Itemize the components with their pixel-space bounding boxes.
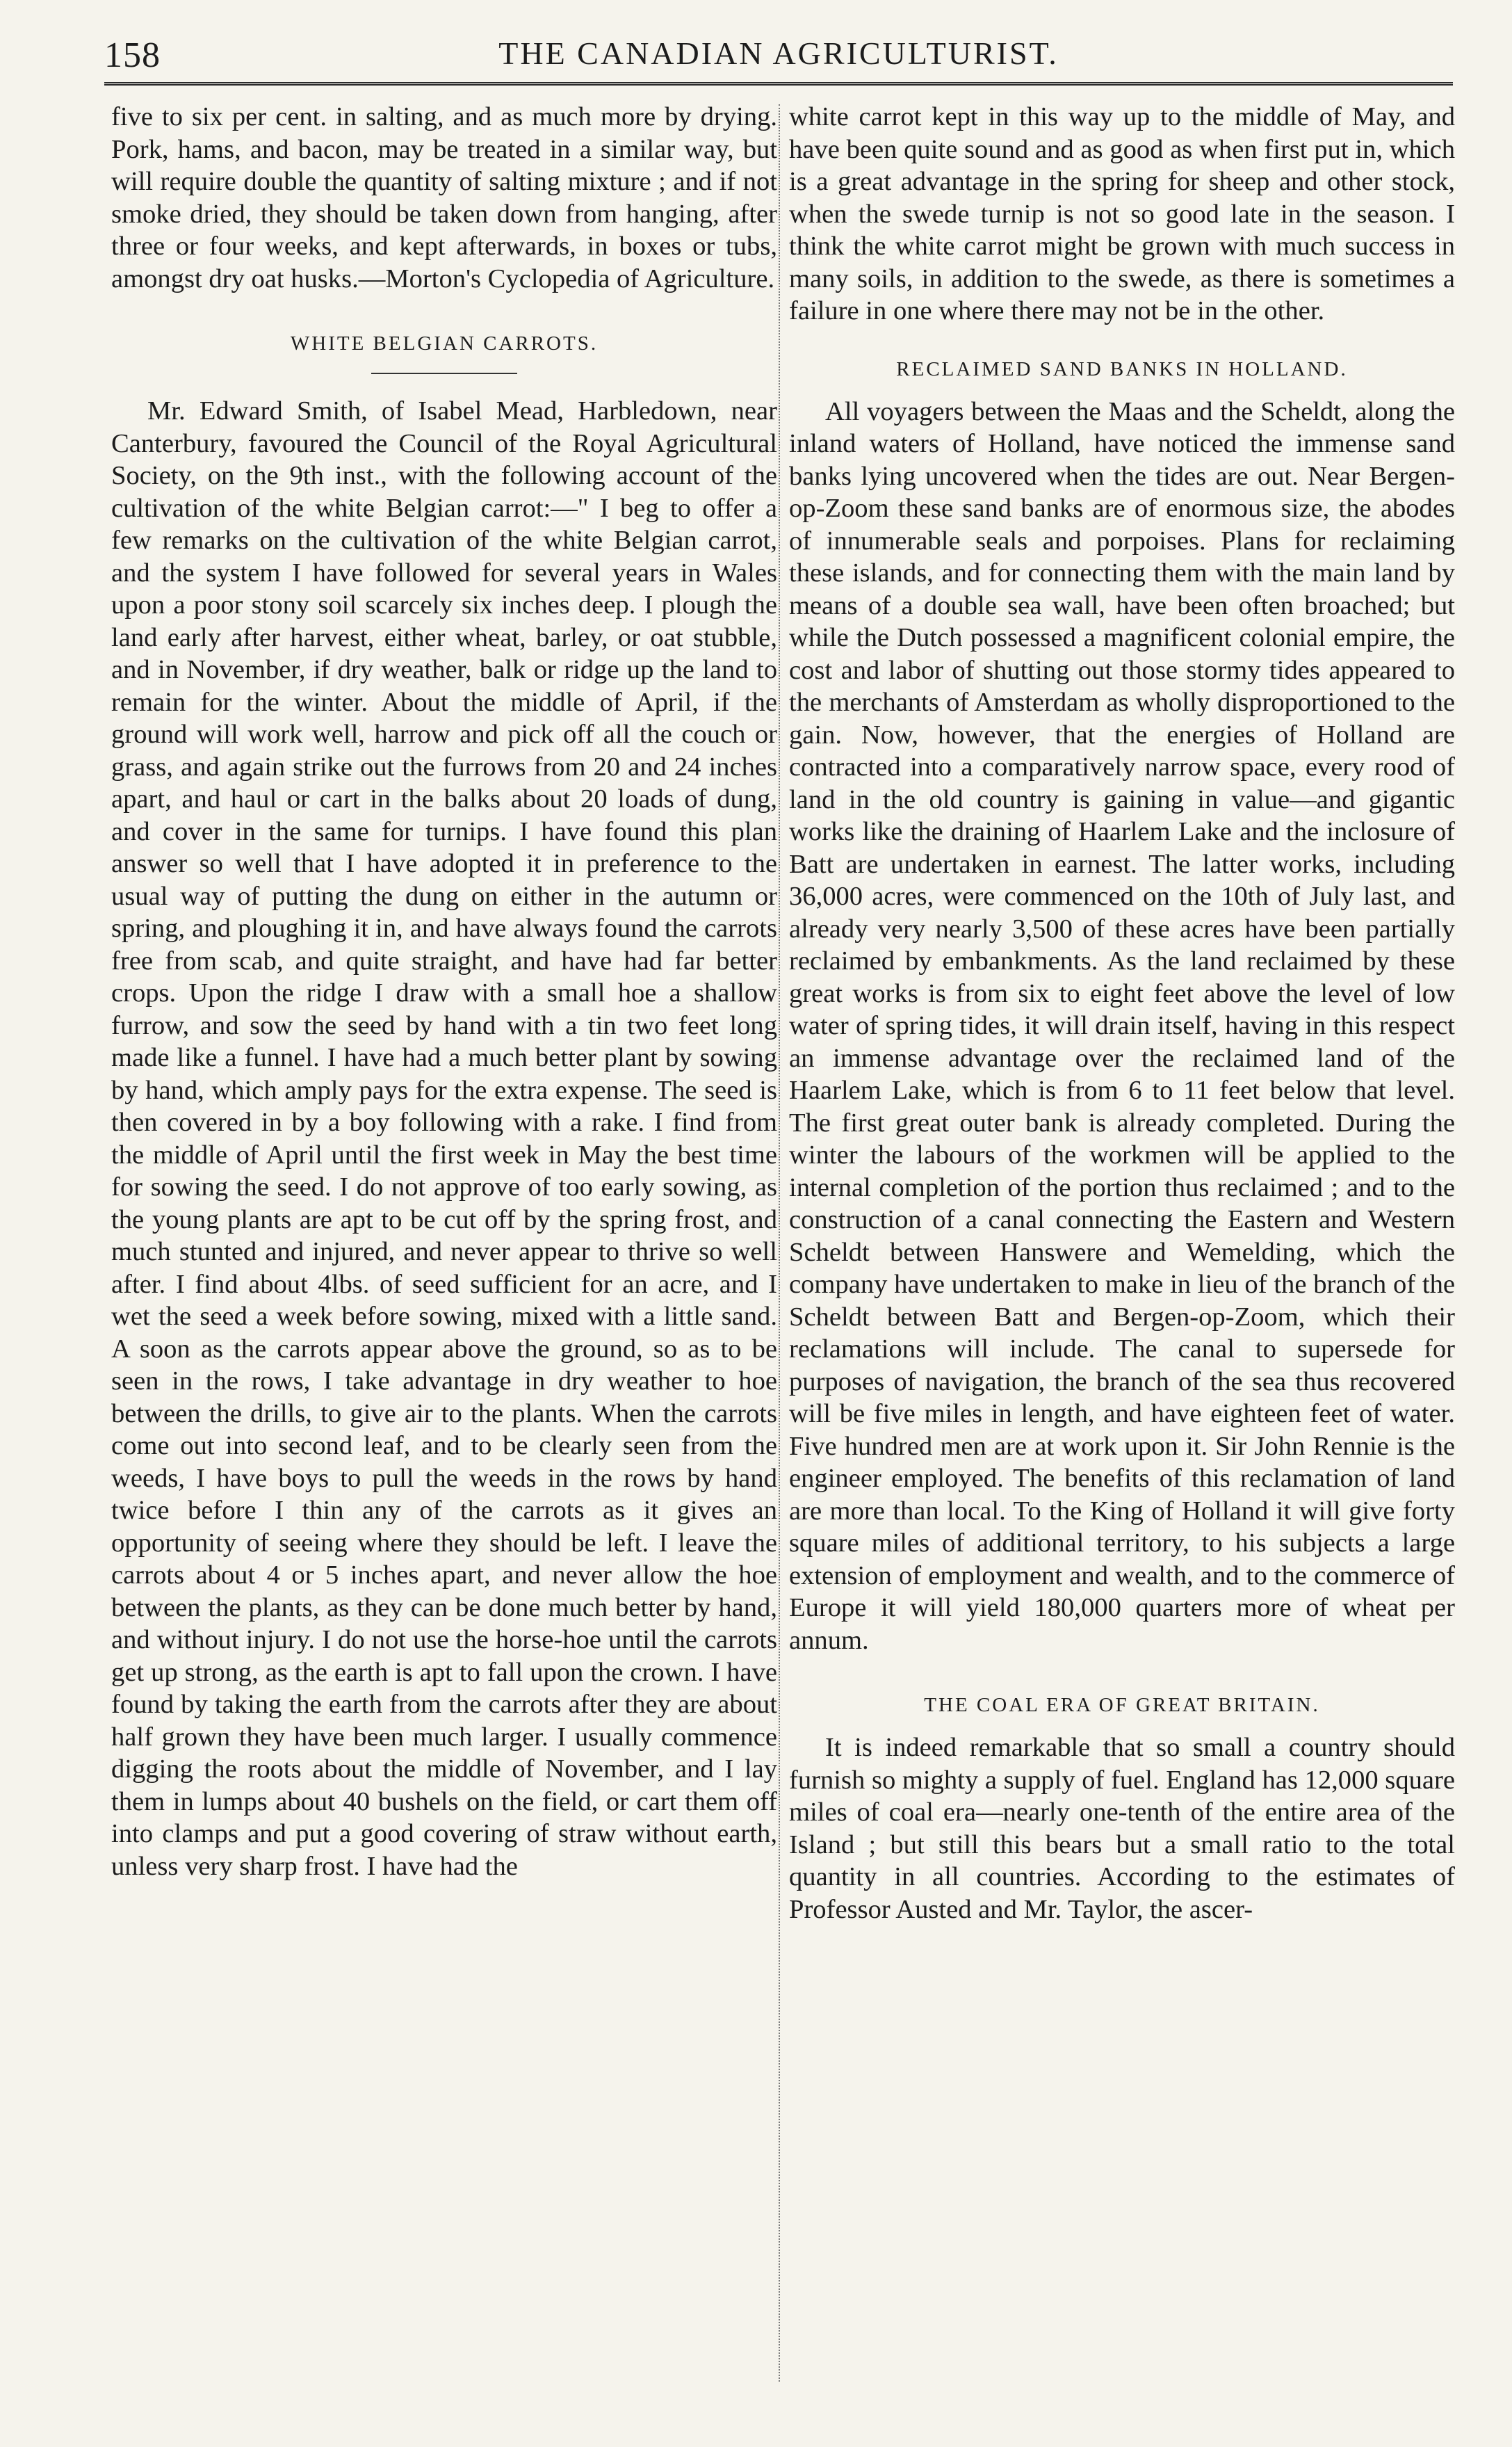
left-column (111, 101, 777, 1882)
journal-title: THE CANADIAN AGRICULTURIST. (498, 35, 1059, 71)
heading-coal-era: THE COAL ERA OF GREAT BRITAIN. (924, 1694, 1320, 1716)
continued-paragraph: five to six per cent. in salting, and as much more by drying. Pork, hams, and bacon, may be treated in a similar way, but will require double the quantity of salting mixture ; and if not smoke dried, they should be taken down from hanging, after three or four weeks, and kept afterwards, in boxes or tubs, amongst dry oat husks.—Morton's Cyclopedia of Agriculture. (111, 102, 777, 293)
page-number: 158 (104, 35, 161, 75)
column-divider (779, 104, 780, 2382)
sand-banks-paragraph: All voyagers between the Maas and the Scheldt, along the inland waters of Holland, have noticed the immense sand banks lying uncovered when the tides are out. Near Bergen-op-Zoom these sand banks are of enormous size, the abodes of innumerable seals and porpoises. Plans for reclaiming these islands, and for connecting them with the main land by means of a double sea wall, have been often broached; but while the Dutch possessed a magnificent colonial empire, the cost and labor of shutting out those stormy tides appeared to the merchants of Amsterdam as wholly disproportioned to the gain. Now, however, that the energies of Holland are contracted into a comparatively narrow space, every rood of land in the old country is gaining in value—and gigantic works like the draining of Haarlem Lake and the inclosure of Batt are undertaken in earnest. The latter works, including 36,000 acres, were commenced on the 10th of July last, and already very nearly 3,500 of these acres have been partially reclaimed by embankments. As the land reclaimed by these great works is from six to eight feet above the level of low water of spring tides, it will drain itself, having in this respect an immense advantage over the reclaimed land of the Haarlem Lake, which is from 6 to 11 feet below that level. The first great outer bank is already completed. During the winter the labours of the workmen will be applied to the internal completion of the portion thus reclaimed ; and to the construction of a canal connecting the Eastern and Western Scheldt between Hanswere and Wemelding, which the company have undertaken to make in lieu of the branch of the Scheldt between Batt and Bergen-op-Zoom, which their reclamations will include. The canal to supersede for purposes of navigation, the branch of the sea thus recovered will be five miles in length, and have eighteen feet of water. Five hundred men are at work upon it. Sir John Rennie is the engineer employed. The benefits of this reclamation of land are more than local. To the King of Holland it will give forty square miles of additional territory, to his subjects a large extension of employment and wealth, and to the commerce of Europe it will yield 180,000 quarters more of wheat per annum. (789, 396, 1455, 1655)
heading-rule (371, 373, 517, 374)
page-header (104, 28, 1453, 83)
heading-white-belgian-carrots: WHITE BELGIAN CARROTS. (290, 332, 599, 355)
carrots-paragraph-continued: white carrot kept in this way up to the middle of May, and have been quite sound and as good as when first put in, which is a great advantage in the spring for sheep and other stock, when the swede turnip is not so good late in the season. I think the white carrot might be grown with much success in many soils, in addition to the swede, as there is sometimes a failure in one where there may not be in the other. (789, 102, 1455, 325)
heading-reclaimed-sand-banks: RECLAIMED SAND BANKS IN HOLLAND. (896, 357, 1348, 380)
header-rule (104, 82, 1453, 86)
right-column (789, 101, 1455, 1925)
coal-era-paragraph: It is indeed remarkable that so small a country should furnish so mighty a supply of fuel. England has 12,000 square miles of coal era—nearly one-tenth of the entire area of the Island ; but still this bears but a small ratio to the total quantity in all countries. According to the estimates of Professor Austed and Mr. Taylor, the ascer- (789, 1733, 1455, 1924)
carrots-paragraph: Mr. Edward Smith, of Isabel Mead, Harbledown, near Canterbury, favoured the Council of the Royal Agricultural Society, on the 9th inst., with the following account of the cultivation of the white Belgian carrot:—" I beg to offer a few remarks on the cultivation of the white Belgian carrot, and the system I have followed for several years in Wales upon a poor stony soil scarcely six inches deep. I plough the land early after harvest, either wheat, barley, or oat stubble, and in November, if dry weather, balk or ridge up the land to remain for the winter. About the middle of April, if the ground will work well, harrow and pick off all the couch or grass, and again strike out the furrows from 20 and 24 inches apart, and haul or cart in the balks about 20 loads of dung, and cover in the same for turnips. I have found this plan answer so well that I have adopted it in preference to the usual way of putting the dung on either in the autumn or spring, and ploughing it in, and have always found the carrots free from scab, and quite straight, and have had far better crops. Upon the ridge I draw with a small hoe a shallow furrow, and sow the seed by hand with a tin two feet long made like a funnel. I have had a much better plant by sowing by hand, which amply pays for the extra expense. The seed is then covered in by a boy following with a rake. I find from the middle of April until the first week in May the best time for sowing the seed. I do not approve of too early sowing, as the young plants are apt to be cut off by the spring frost, and much stunted and injured, and never appear to thrive so well after. I find about 4lbs. of seed sufficient for an acre, and I wet the seed a week before sowing, mixed with a little sand. A soon as the carrots appear above the ground, so as to be seen in the rows, I take advantage in dry weather to hoe between the drills, to give air to the plants. When the carrots come out into second leaf, and to be clearly seen from the weeds, I have boys to pull the weeds in the rows by hand twice before I thin any of the carrots as it gives an opportunity of seeing where they should be left. I leave the carrots about 4 or 5 inches apart, and never allow the hoe between the plants, as they can be done much better by hand, and without injury. I do not use the horse-hoe until the carrots get up strong, as the earth is apt to fall upon the crown. I have found by taking the earth from the carrots after they are about half grown they have been much larger. I usually commence digging the roots about the middle of November, and I lay them in lumps about 40 bushels on the field, or cart them off into clamps and put a good covering of straw without earth, unless very sharp frost. I have had the (111, 396, 777, 1881)
